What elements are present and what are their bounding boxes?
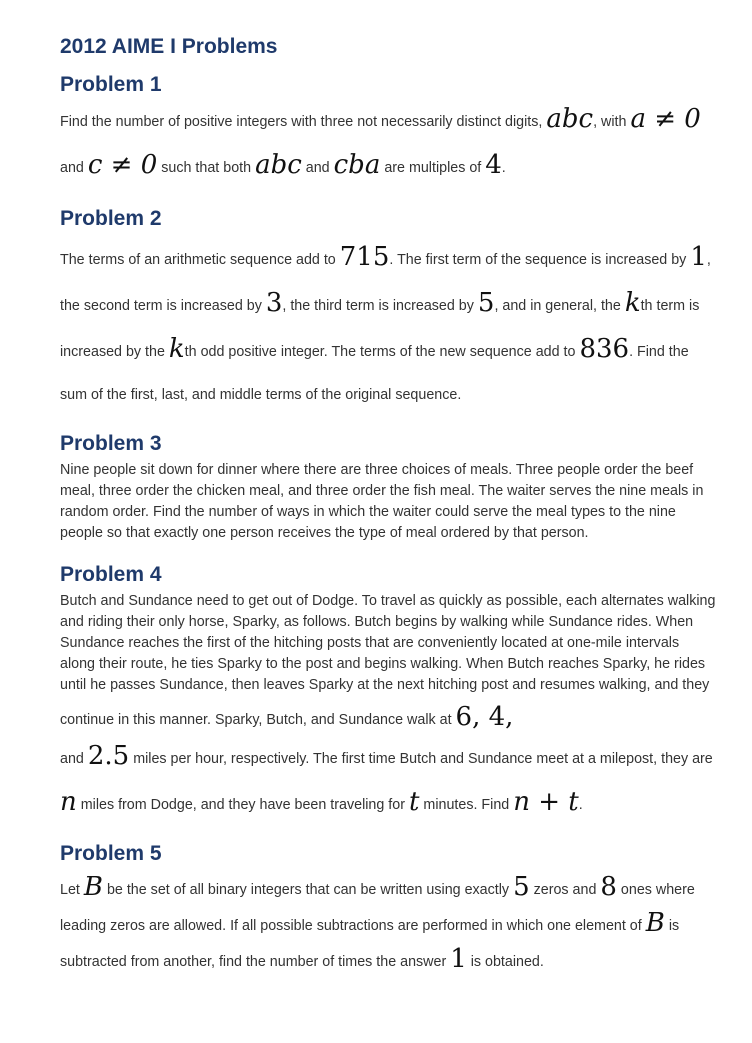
- problem-1-text-part: Find the number of positive integers with three not necessarily distinct digits,: [60, 114, 543, 130]
- math-expression: k: [168, 334, 185, 364]
- math-expression: B: [83, 872, 103, 902]
- problem-5-text-part: is obtained.: [470, 954, 544, 970]
- problem-2-text: [60, 236, 716, 417]
- problem-4-text: [60, 591, 716, 739]
- math-expression: abc: [546, 104, 594, 134]
- math-expression: c ≠ 0: [87, 150, 158, 180]
- math-expression: 4: [485, 150, 502, 180]
- problem-1-text-part: and: [60, 160, 84, 176]
- math-expression: cba: [333, 150, 381, 180]
- page-title: 2012 AIME I Problems: [60, 35, 278, 58]
- problem-4-text-continued: [60, 735, 716, 827]
- problem-1-text-part: are multiples of: [384, 160, 482, 176]
- math-expression: 3: [265, 288, 283, 318]
- math-expression: n: [60, 787, 77, 817]
- problem-4-text-part: and: [60, 751, 84, 767]
- problem-2-text-part: , the third term is increased by: [282, 298, 474, 314]
- problem-5-text: [60, 871, 716, 979]
- problem-4-text-part: minutes. Find: [423, 797, 510, 813]
- math-expression: t: [408, 787, 420, 817]
- problem-2-text-part: , the second term is increased by: [60, 252, 711, 314]
- problem-2-text-part: . Find the sum of the first, last, and middle terms of the original sequence.: [60, 344, 689, 403]
- problem-1-text-part: .: [501, 160, 506, 176]
- problem-1-heading[interactable]: Problem 1: [60, 73, 162, 96]
- problem-1-text-part: , with: [593, 114, 627, 130]
- math-expression: 6, 4,: [455, 702, 514, 732]
- math-expression: 8: [600, 872, 617, 902]
- problem-2-text-part: th odd positive integer. The terms of the new sequence add to: [184, 344, 576, 360]
- problem-4-text-part: miles per hour, respectively. The first time Butch and Sundance meet at a milepost, they are: [133, 751, 713, 767]
- math-expression: k: [624, 288, 641, 318]
- problem-3-text: Nine people sit down for dinner where there are three choices of meals. Three people order the beef meal, three order the chicken meal, and three order the fish meal. The waiter serves the nine meals in random order. Find the number of ways in which the waiter could serve the meal types to the nine people so that exactly one person receives the type of meal ordered by that person.: [60, 462, 704, 541]
- math-expression: a ≠ 0: [630, 104, 701, 134]
- problem-5-text-part: is subtracted from another, find the number of times the answer: [60, 918, 680, 970]
- math-expression: 1: [450, 944, 467, 974]
- math-expression: 836: [579, 334, 630, 364]
- problem-5-text-part: zeros and: [533, 882, 597, 898]
- problem-5-text-part: ones where leading zeros are allowed. If all possible subtractions are performed in which one element of: [60, 882, 695, 934]
- math-expression: 5: [513, 872, 530, 902]
- problem-5-text-part: Let: [60, 882, 80, 898]
- math-expression: B: [645, 908, 665, 938]
- problem-3-heading[interactable]: Problem 3: [60, 432, 162, 455]
- math-expression: n + t: [513, 787, 579, 817]
- problem-5-heading[interactable]: Problem 5: [60, 842, 162, 865]
- math-expression: abc: [255, 150, 302, 180]
- problem-1-text-part: such that both: [161, 160, 252, 176]
- math-expression: 1: [690, 242, 707, 272]
- problem-1-text-part: and: [305, 160, 330, 176]
- math-expression: 715: [339, 242, 390, 272]
- math-expression: 5: [477, 288, 495, 318]
- problem-4-heading[interactable]: Problem 4: [60, 563, 162, 586]
- problem-4-text-part: Butch and Sundance need to get out of Dodge. To travel as quickly as possible, each alternates walking and riding their only horse, Sparky, as follows. Butch begins by walking while Sundance rides. When Sundance reaches the first of the hitching posts that are conveniently located at one-mile intervals along their route, he ties Sparky to the post and begins walking. When Butch reaches Sparky, he rides until he passes Sundance, then leaves Sparky at the next hitching post and resumes walking, and they continue in this manner. Sparky, Butch, and Sundance walk at: [60, 593, 716, 728]
- problem-2-text-part: th term is increased by the: [60, 298, 700, 360]
- problem-4-text-part: .: [578, 797, 583, 813]
- problem-2-text-part: , and in general, the: [494, 298, 621, 314]
- problem-5-text-part: be the set of all binary integers that can be written using exactly: [106, 882, 510, 898]
- problem-4-text-part: miles from Dodge, and they have been traveling for: [80, 797, 405, 813]
- problem-2-heading[interactable]: Problem 2: [60, 207, 162, 230]
- problem-1-text: [60, 98, 716, 190]
- problem-2-text-part: . The first term of the sequence is increased by: [389, 252, 687, 268]
- problem-2-text-part: The terms of an arithmetic sequence add to: [60, 252, 336, 268]
- math-expression: 2.5: [87, 741, 130, 771]
